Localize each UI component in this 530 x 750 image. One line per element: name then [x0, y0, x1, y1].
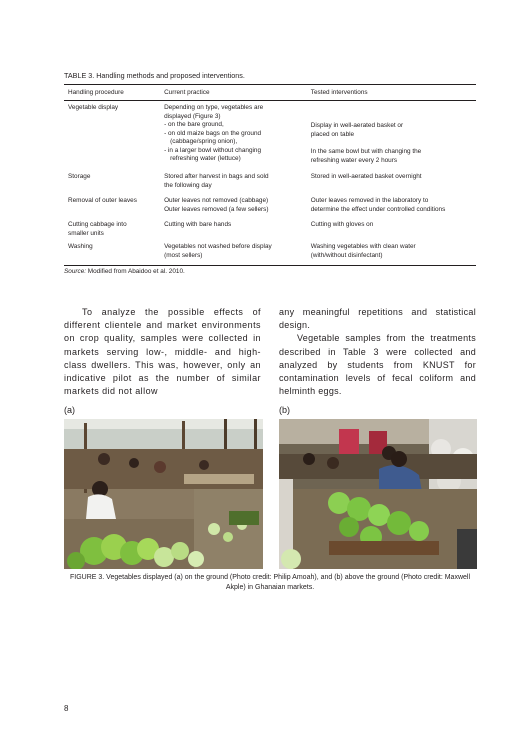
- table-cell: Stored in well-aerated basket overnight: [310, 173, 422, 180]
- table-cell: (cabbage/spring onion),: [170, 138, 238, 145]
- table-cell: determine the effect under controlled conditions: [310, 205, 446, 213]
- figure-caption: FIGURE 3. Vegetables displayed (a) on the ground (Photo credit: Philip Amoah), and (b) above the ground (Photo credit: Maxwell Akple) in Ghanaian markets.: [70, 574, 470, 591]
- table-cell: displayed (Figure 3): [164, 112, 221, 120]
- table-cell: placed on table: [310, 130, 355, 138]
- photo-vegetables-above-ground: [279, 419, 477, 569]
- table-cell: Depending on type, vegetables are: [164, 104, 264, 111]
- table-cell: Display in well-aerated basket or: [310, 122, 404, 129]
- table-cell: Vegetables not washed before display: [164, 243, 272, 250]
- photo-vegetables-on-ground: [64, 419, 263, 569]
- table-cell: In the same bowl but with changing the: [310, 148, 422, 155]
- table-row: [64, 165, 476, 190]
- table-cell: Removal of outer leaves: [68, 197, 137, 204]
- table-cell: Cutting cabbage into: [68, 221, 127, 228]
- table-cell: Storage: [68, 173, 91, 180]
- table-cell: smaller units: [68, 229, 104, 237]
- body-column-left: [64, 306, 261, 398]
- table-cell: - on old maize bags on the ground: [164, 129, 262, 137]
- table-bottom-rule: [64, 265, 476, 266]
- figure-label-a: (a): [64, 405, 75, 415]
- table-cell: refreshing water (lettuce): [170, 155, 241, 162]
- table-cell: Stored after harvest in bags and sold: [164, 173, 269, 180]
- header-procedure: Handling procedure: [68, 88, 124, 96]
- source-text: Modified from Abaidoo et al. 2010.: [86, 268, 185, 275]
- table-cell: Cutting with bare hands: [164, 221, 232, 228]
- table-cell: refreshing water every 2 hours: [310, 156, 398, 164]
- figure-label-b: (b): [279, 405, 290, 415]
- table-cell: Vegetable display: [68, 104, 119, 111]
- table-cell: Cutting with gloves on: [310, 221, 374, 228]
- table-row: [64, 238, 476, 260]
- page-number: 8: [64, 704, 69, 713]
- table-cell: - on the bare ground,: [164, 121, 224, 128]
- source-label: Source:: [64, 268, 87, 275]
- table-source: [64, 268, 185, 275]
- table-caption: TABLE 3. Handling methods and proposed interventions.: [64, 71, 245, 80]
- table-row: [64, 214, 476, 238]
- table-cell: Outer leaves removed (a few sellers): [164, 205, 269, 213]
- body-column-right: [279, 306, 476, 398]
- table-cell: (with/without disinfectant): [310, 251, 383, 259]
- table-cell: Washing: [68, 243, 93, 250]
- table-header-row: [64, 86, 476, 100]
- table-cell: Outer leaves removed in the laboratory to: [310, 197, 429, 204]
- table-top-rule: [64, 84, 476, 85]
- table-cell: - in a larger bowl without changing: [164, 146, 262, 154]
- table-header-rule: [64, 100, 476, 101]
- handling-table: [64, 86, 476, 260]
- table-cell: (most sellers): [164, 251, 203, 259]
- body-paragraph: any meaningful repetitions and statistical design.: [279, 307, 476, 331]
- header-practice: Current practice: [164, 88, 210, 96]
- table-row: [64, 100, 476, 165]
- table-cell: the following day: [164, 181, 212, 189]
- header-interventions: Tested interventions: [310, 88, 368, 96]
- body-paragraph: Vegetable samples from the treatments described in Table 3 were collected and analyzed by students from KNUST for contamination levels of fecal coliform and helminth eggs.: [279, 333, 476, 397]
- body-paragraph: To analyze the possible effects of different clientele and market environments on crop quality, samples were collected in markets serving low-, middle- and high-class dwellers. This was, however, only an indicative pilot as the number of similar markets did not allow: [64, 307, 261, 397]
- table-cell: Outer leaves not removed (cabbage): [164, 197, 269, 204]
- table-row: [64, 190, 476, 214]
- table-cell: Washing vegetables with clean water: [310, 243, 416, 250]
